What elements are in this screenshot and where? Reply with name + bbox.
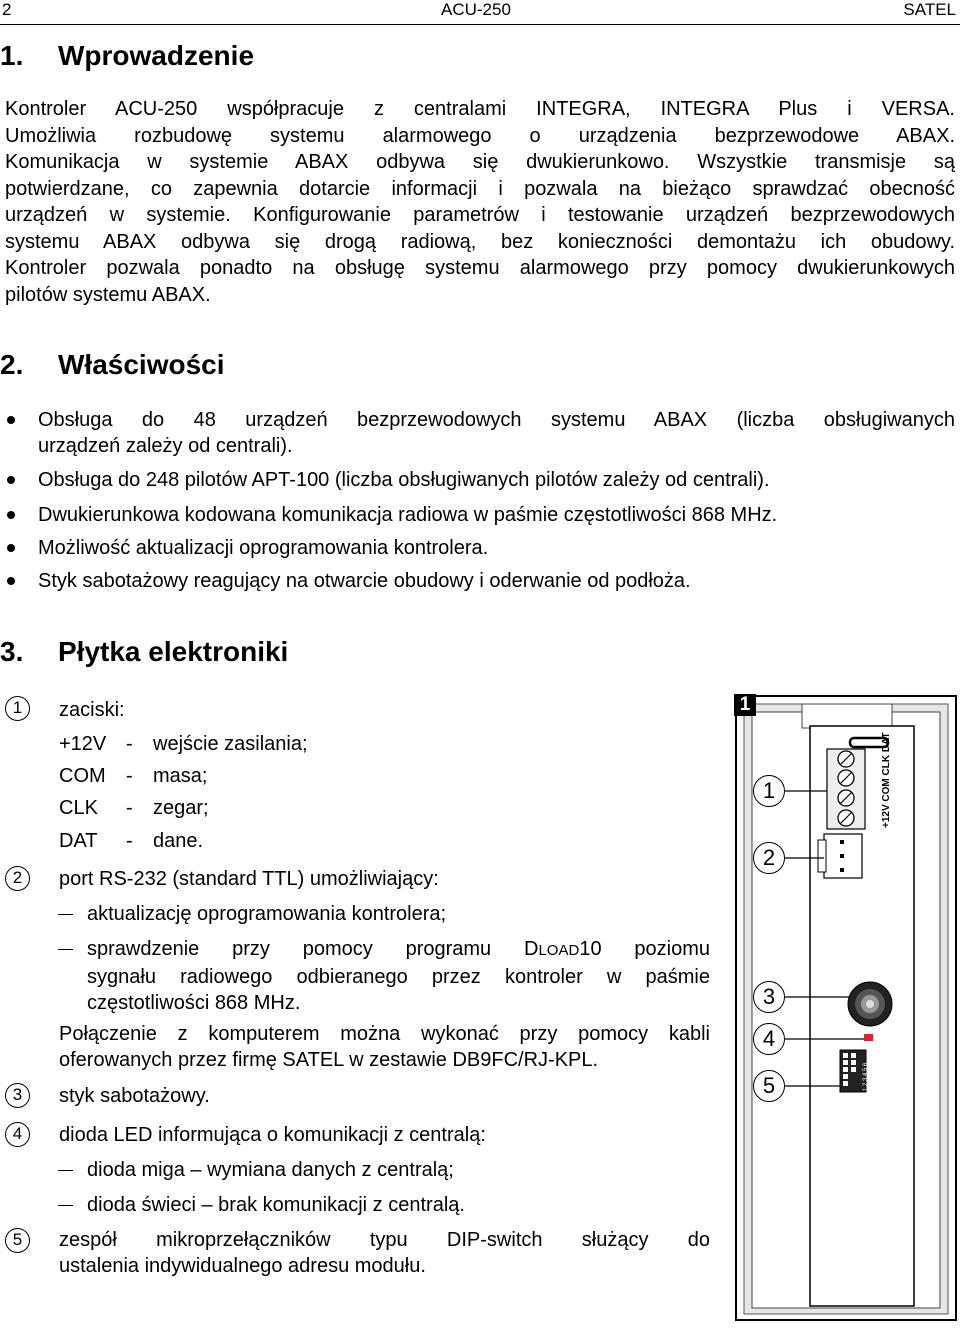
rs232-cable-note: Połączenie z komputerem można wykonać przy pomocy kabli oferowanych przez firmę SATEL w zestawie DB9FC/RJ-KPL. bbox=[59, 1023, 710, 1071]
terminal-name: COM bbox=[59, 765, 106, 787]
terminal-name: +12V bbox=[59, 733, 107, 755]
top-recess bbox=[802, 704, 892, 728]
callout-number-1: 1 bbox=[5, 696, 30, 721]
intro-line: potwierdzane, co zapewnia dotarcie informacji i pozwala na bieżąco sprawdzać obecność bbox=[5, 177, 955, 200]
section-heading-features: 2. Właściwości bbox=[0, 349, 225, 380]
figure-callout-3: 3 bbox=[753, 981, 785, 1013]
section-heading-board: 3. Płytka elektroniki bbox=[0, 636, 289, 667]
terminals-label: zaciski: bbox=[59, 699, 125, 721]
terminal-silkscreen: +12V COM CLK DAT bbox=[881, 732, 892, 828]
terminal-name: CLK bbox=[59, 797, 98, 819]
dip-switch-label: zespół mikroprzełączników typu DIP-switch służący do ustalenia indywidualnego adresu modułu. bbox=[59, 1229, 710, 1277]
dash-icon bbox=[58, 949, 73, 950]
header-rule bbox=[0, 24, 960, 25]
led-state-blinking: dioda miga – wymiana danych z centralą; bbox=[87, 1159, 454, 1181]
dip-numbers: 1 2 3 4 5 6 bbox=[863, 1062, 869, 1091]
rs232-use-test: sprawdzenie przy pomocy programu DLOAD10 poziomu sygnału radiowego odbieranego przez kontroler w paśmie częstotliwości 868 MHz. bbox=[87, 938, 710, 1014]
figure-callout-2: 2 bbox=[753, 842, 785, 874]
feature-item: Dwukierunkowa kodowana komunikacja radiowa w paśmie częstotliwości 868 MHz. bbox=[0, 502, 955, 528]
terminal-description: dane. bbox=[153, 830, 204, 852]
intro-line: pilotów systemu ABAX. bbox=[5, 283, 211, 306]
callout-number-4: 4 bbox=[5, 1122, 30, 1147]
document-title: ACU-250 bbox=[441, 0, 511, 19]
dash-icon bbox=[58, 1170, 73, 1171]
intro-line: Komunikacja w systemie ABAX odbywa się dwukierunkowo. Wszystkie transmisje są bbox=[5, 151, 955, 173]
callout-number-3: 3 bbox=[5, 1083, 30, 1108]
feature-item: Obsługa do 48 urządzeń bezprzewodowych systemu ABAX (liczba obsługiwanych urządzeń zależy od centrali). bbox=[0, 407, 955, 459]
intro-line: Umożliwia rozbudowę systemu alarmowego o urządzenia bezprzewodowe ABAX. bbox=[5, 124, 955, 147]
terminal-separator: - bbox=[126, 733, 133, 755]
terminal-separator: - bbox=[126, 797, 133, 819]
led-state-steady: dioda świeci – brak komunikacji z centralą. bbox=[87, 1194, 465, 1216]
terminal-description: masa; bbox=[153, 765, 208, 787]
feature-item: Obsługa do 248 pilotów APT-100 (liczba obsługiwanych pilotów zależy od centrali). bbox=[0, 467, 955, 493]
terminal-separator: - bbox=[126, 830, 133, 852]
bullet-icon bbox=[7, 416, 15, 424]
bullet-icon bbox=[7, 544, 15, 552]
brand-name: SATEL bbox=[903, 0, 956, 19]
dash-icon bbox=[58, 914, 73, 915]
figure-corner-label: 1 bbox=[734, 694, 756, 716]
dash-icon bbox=[58, 1205, 73, 1206]
rs232-use-update: aktualizację oprogramowania kontrolera; bbox=[87, 903, 447, 925]
tamper-label: styk sabotażowy. bbox=[59, 1085, 210, 1107]
figure-callout-1: 1 bbox=[753, 775, 785, 807]
intro-line: urządzeń w systemie. Konfigurowanie parametrów i testowanie urządzeń bezprzewodowych bbox=[5, 204, 955, 226]
intro-line: Kontroler ACU-250 współpracuje z centralami INTEGRA, INTEGRA Plus i VERSA. bbox=[5, 98, 955, 120]
terminal-description: wejście zasilania; bbox=[153, 733, 308, 755]
rs232-label: port RS-232 (standard TTL) umożliwiający: bbox=[59, 868, 439, 890]
callout-number-5: 5 bbox=[5, 1228, 30, 1253]
terminal-name: DAT bbox=[59, 830, 98, 852]
bullet-icon bbox=[7, 476, 15, 484]
terminal-separator: - bbox=[126, 765, 133, 787]
callout-number-2: 2 bbox=[5, 866, 30, 891]
intro-line: Kontroler pozwala ponadto na obsługę systemu alarmowego przy pomocy dwukierunkowych bbox=[5, 257, 955, 279]
terminal-description: zegar; bbox=[153, 797, 209, 819]
feature-item: Możliwość aktualizacji oprogramowania kontrolera. bbox=[0, 535, 955, 561]
led-label: dioda LED informująca o komunikacji z centralą: bbox=[59, 1124, 486, 1146]
feature-item: Styk sabotażowy reagujący na otwarcie obudowy i oderwanie od podłoża. bbox=[0, 568, 955, 594]
page-number: 2 bbox=[2, 0, 12, 19]
figure-callout-5: 5 bbox=[753, 1070, 785, 1102]
bullet-icon bbox=[7, 511, 15, 519]
board-figure bbox=[734, 694, 960, 1324]
intro-line: systemu ABAX odbywa się drogą radiową, bez konieczności demontażu ich obudowy. bbox=[5, 230, 955, 253]
figure-callout-4: 4 bbox=[753, 1023, 785, 1055]
section-heading-intro: 1. Wprowadzenie bbox=[0, 40, 255, 71]
status-led bbox=[864, 1034, 873, 1041]
intro-paragraph bbox=[5, 96, 955, 308]
bullet-icon bbox=[7, 577, 15, 585]
